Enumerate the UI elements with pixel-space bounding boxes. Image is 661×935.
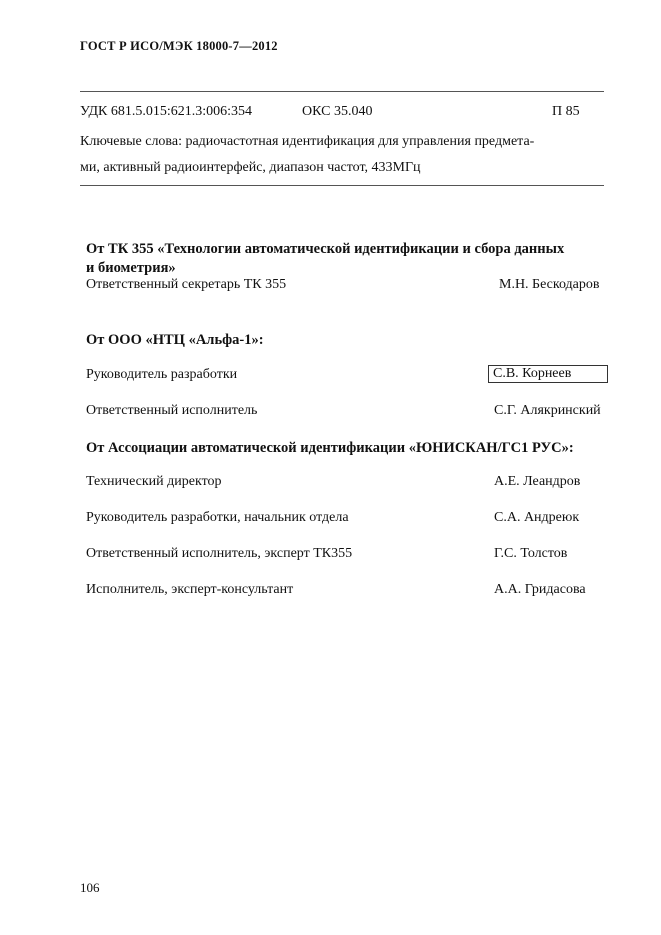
standard-title: ГОСТ Р ИСО/МЭК 18000-7—2012 [80,39,278,53]
org-heading-tk355-line-2: и биометрия» [86,260,176,276]
keywords-line-2: ми, активный радиоинтерфейс, диапазон частот, 433МГц [80,160,421,175]
person-name: Г.С. Толстов [494,546,568,561]
udk-code: УДК 681.5.015:621.3:006:354 [80,104,253,119]
role-label: Руководитель разработки [86,367,238,382]
org-heading-uniscan: От Ассоциации автоматической идентификации «ЮНИСКАН/ГС1 РУС»: [86,440,574,456]
oks-code: ОКС 35.040 [302,104,373,119]
person-name-selected[interactable]: С.В. Корнеев [488,365,608,383]
top-divider [80,91,604,92]
role-label: Ответственный исполнитель, эксперт ТК355 [86,546,353,561]
role-label: Ответственный исполнитель [86,403,258,418]
person-name: С.А. Андреюк [494,510,580,525]
role-label: Технический директор [86,474,222,489]
person-name: М.Н. Бескодаров [499,277,600,292]
keywords-line-1: Ключевые слова: радиочастотная идентификация для управления предмета- [80,134,535,149]
person-name: А.Е. Леандров [494,474,581,489]
person-name: С.Г. Алякринский [494,403,601,418]
role-label: Исполнитель, эксперт-консультант [86,582,294,597]
org-heading-tk355-line-1: От ТК 355 «Технологии автоматической идентификации и сбора данных [86,241,565,257]
org-heading-alfa1: От ООО «НТЦ «Альфа-1»: [86,332,264,348]
category-code: П 85 [552,104,580,119]
role-label: Ответственный секретарь ТК 355 [86,277,287,292]
bottom-divider [80,185,604,186]
person-name: А.А. Гридасова [494,582,586,597]
role-label: Руководитель разработки, начальник отдела [86,510,349,525]
page-number: 106 [80,880,100,895]
